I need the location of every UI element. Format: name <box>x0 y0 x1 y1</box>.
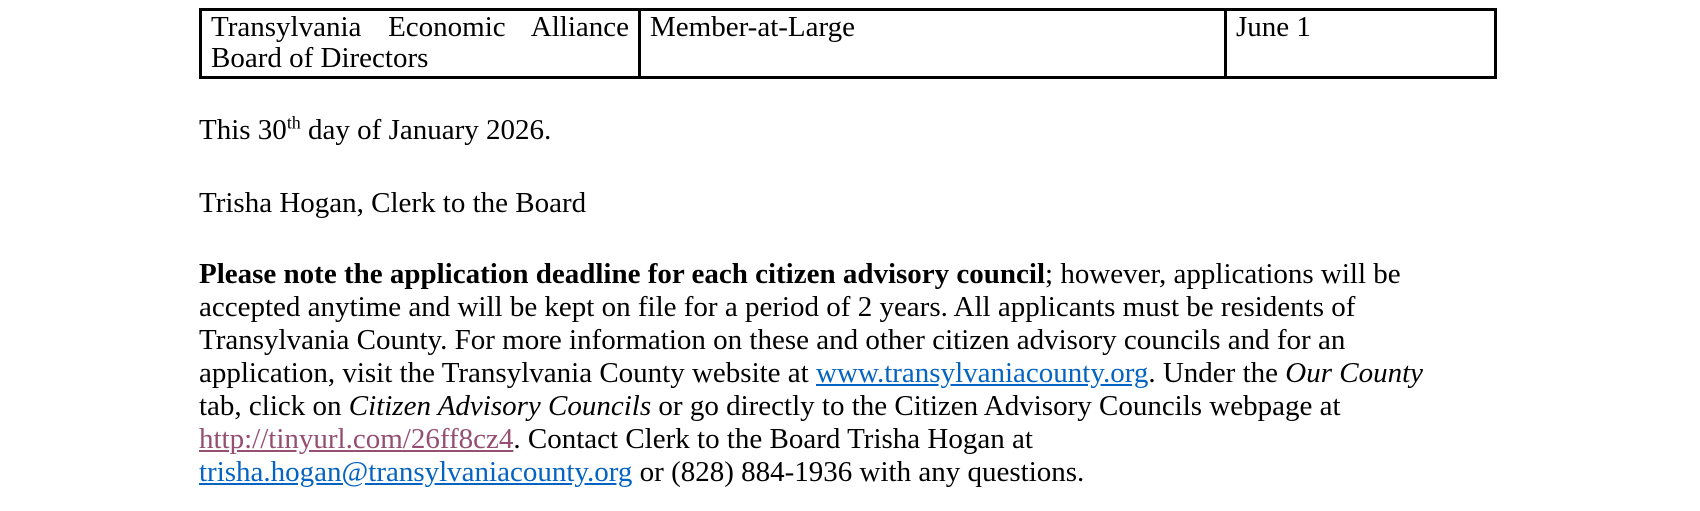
text-run: or (828) 884-1936 with any questions. <box>632 456 1085 488</box>
text-run: application, visit the Transylvania County website at <box>199 357 816 389</box>
clerk-line: Trisha Hogan, Clerk to the Board <box>199 187 587 219</box>
ordinal-suffix: th <box>286 112 301 133</box>
text-run: . Under the <box>1148 357 1286 389</box>
text-run: Please note the application deadline for each citizen advisory council <box>199 258 1046 290</box>
text-run: Our County <box>1285 357 1424 389</box>
cell-board-name: Transylvania Economic Alliance Board of Directors <box>201 10 640 78</box>
advisory-council-table <box>199 8 1497 79</box>
date-line <box>199 114 1700 147</box>
text-run: Transylvania County. For more information on these and other citizen advisory councils and for an <box>199 324 1346 356</box>
clerk-email-link[interactable]: trisha.hogan@transylvaniacounty.org <box>199 456 633 488</box>
text-run: This 30 <box>199 114 287 146</box>
text-run: Citizen Advisory Councils <box>348 390 652 422</box>
cell-deadline: June 1 <box>1226 10 1496 78</box>
text-run: or go directly to the Citizen Advisory Councils webpage at <box>651 390 1341 422</box>
table-row <box>201 10 1496 78</box>
cell-seat-type: Member-at-Large <box>640 10 1226 78</box>
text-run: ; however, applications will be <box>1045 258 1401 290</box>
citizen-advisory-tinyurl-link[interactable]: http://tinyurl.com/26ff8cz4 <box>199 423 514 455</box>
county-website-link[interactable]: www.transylvaniacounty.org <box>816 357 1149 389</box>
text-run: . Contact Clerk to the Board Trisha Hogan at <box>513 423 1033 455</box>
text-run: accepted anytime and will be kept on file for a period of 2 years. All applicants must be residents of <box>199 291 1356 323</box>
application-info-paragraph <box>199 258 1659 489</box>
text-run: day of January 2026. <box>300 114 552 146</box>
text-run: tab, click on <box>199 390 349 422</box>
